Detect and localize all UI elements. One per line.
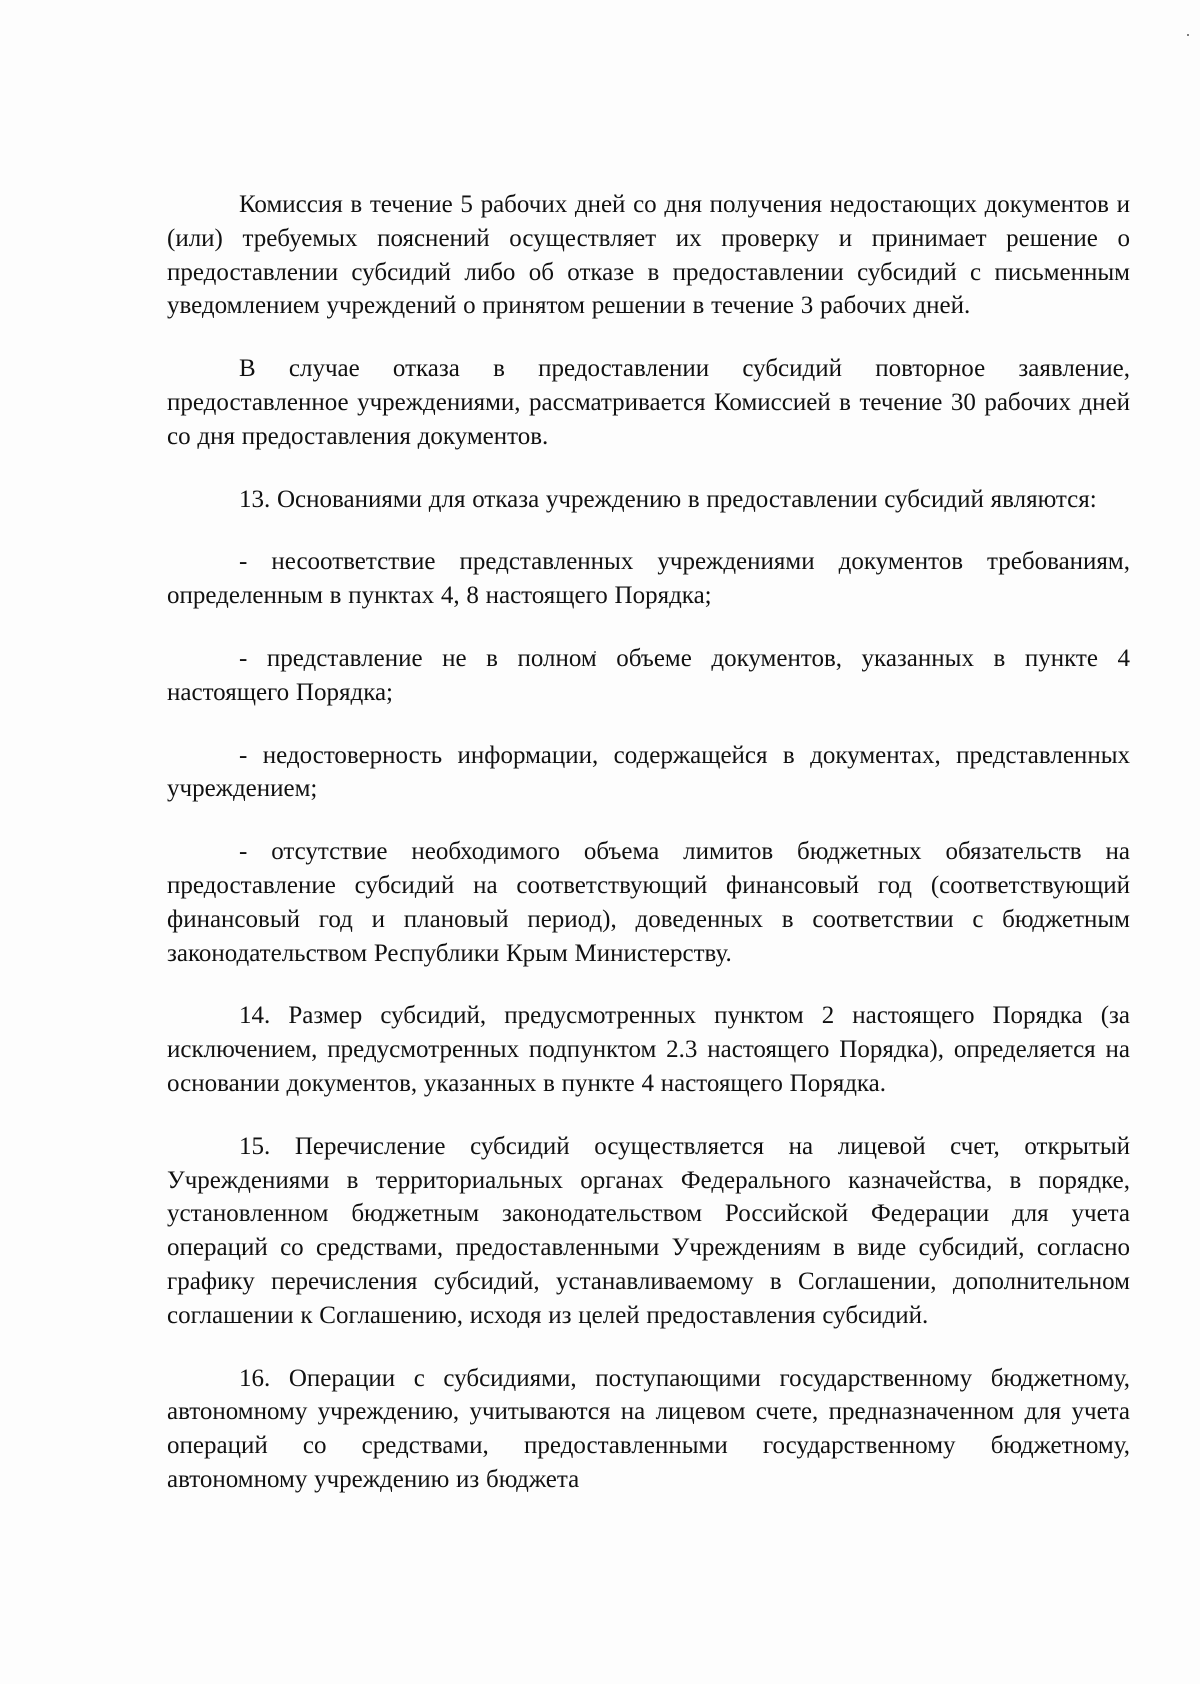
scan-speck (1187, 34, 1189, 36)
paragraph-commission-review: Комиссия в течение 5 рабочих дней со дня получения недостающих документов и (или) требуемых пояснений осуществляет их проверку и принимает решение о предоставлении субсидий либо об отказе в предоставлении субсидий с письменным уведомлением учреждений о принятом решении в течение 3 рабочих дней. (167, 191, 1130, 320)
document-body (167, 188, 1130, 1526)
list-item-missing-limits: - отсутствие необходимого объема лимитов бюджетных обязательств на предоставление субсидий на соответствующий финансовый год (соответствующий финансовый год и плановый период), доведенных в соответствии с бюджетным законодательством Республики Крым Министерству. (167, 838, 1130, 967)
list-item-noncompliance: - несоответствие представленных учреждениями документов требованиям, определенным в пунктах 4, 8 настоящего Порядка; (167, 548, 1130, 610)
list-item-incomplete-documents: - представление не в полном объеме документов, указанных в пункте 4 настоящего Порядка; (167, 644, 1130, 706)
paragraph-14-subsidy-size: 14. Размер субсидий, предусмотренных пунктом 2 настоящего Порядка (за исключением, предусмотренных подпунктом 2.3 настоящего Порядка), определяется на основании документов, указанных в пункте 4 настоящего Порядка. (167, 1002, 1130, 1097)
paragraph-13-refusal-grounds: 13. Основаниями для отказа учреждению в предоставлении субсидий являются: (239, 485, 1097, 513)
list-item-unreliable-information: - недостоверность информации, содержащейся в документах, представленных учреждением; (167, 741, 1130, 803)
paragraph-15-transfer: 15. Перечисление субсидий осуществляется на лицевой счет, открытый Учреждениями в территориальных органах Федерального казначейства, в порядке, установленном бюджетным законодательством Российской Федерации для учета операций со средствами, предоставленными Учреждениям в виде субсидий, согласно графику перечисления субсидий, устанавливаемому в Соглашении, дополнительном соглашении к Соглашению, исходя из целей предоставления субсидий. (167, 1132, 1130, 1329)
paragraph-repeat-application: В случае отказа в предоставлении субсидий повторное заявление, предоставленное учреждениями, рассматривается Комиссией в течение 30 рабочих дней со дня предоставления документов. (167, 355, 1130, 450)
paragraph-16-operations: 16. Операции с субсидиями, поступающими государственному бюджетному, автономному учреждению, учитываются на лицевом счете, предназначенном для учета операций со средствами, предоставленными государственному бюджетному, автономному учреждению из бюджета (167, 1364, 1130, 1493)
